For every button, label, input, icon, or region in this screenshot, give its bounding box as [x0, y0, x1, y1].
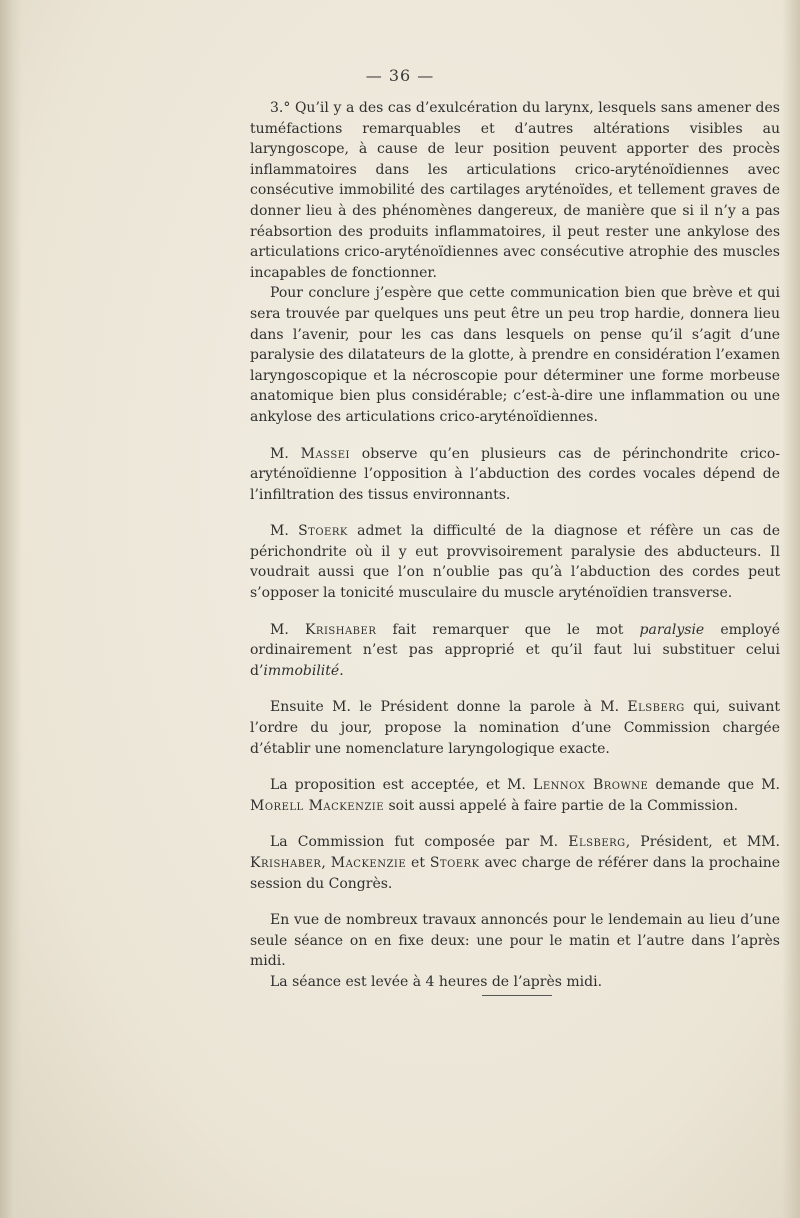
- paragraph-president: Ensuite M. le Président donne la parole à M. Elsberg qui, suivant l’ordre du jour, propose la nomination d’une Commission chargée d’établir une nomenclature laryngologique exacte.: [250, 699, 780, 757]
- paragraph-stoerk: M. Stoerk admet la difficulté de la diagnose et réfère un cas de périchondrite où il y eut provvisoirement paralysie des abducteurs. Il voudrait aussi que l’on n’oublie pas qu’à l’abduction des cordes peut s’opposer la tonicité musculaire du muscle aryténoïdien transverse.: [250, 523, 780, 602]
- speaker-name: Krishaber: [304, 621, 377, 638]
- paragraph-conclusion: Pour conclure j’espère que cette communication bien que brève et qui sera trouvée par quelques uns peut être un peu trop hardie, donnera lieu dans l’avenir, pour les cas dans lesquels on pense qu’il s’agit d’une paralysie des dilatateurs de la glotte, à prendre en considération l’examen laryngoscopique et la nécroscopie pour déterminer une forme morbeuse anatomique bien plus considérable; c’est-à-dire une inflammation ou une ankylose des articulations crico-aryténoïdiennes.: [250, 285, 780, 425]
- speaker-name: Massei: [300, 445, 350, 462]
- speaker-name: Morell Mackenzie: [250, 797, 385, 814]
- speaker-name: Stoerk: [298, 523, 348, 540]
- speaker-name: Krishaber: [250, 855, 322, 871]
- italic-term: paralysie: [639, 621, 705, 638]
- speaker-name: Stoerk: [429, 855, 480, 871]
- paragraph-sessions: En vue de nombreux travaux annoncés pour le lendemain au lieu d’une seule séance on en fixe deux: une pour le matin et l’autre dans l’après midi.: [250, 912, 780, 970]
- page-number: — 36 —: [365, 66, 435, 85]
- end-rule: [482, 995, 552, 996]
- paragraph-commission: La Commission fut composée par M. Elsberg, Président, et MM. Krishaber, Mackenzie et Stoerk avec charge de référer dans la prochaine session du Congrès.: [250, 834, 781, 892]
- paragraph-point-3: 3.° Qu’il y a des cas d’exulcération du larynx, lesquels sans amener des tuméfactions remarquables et d’autres altérations visibles au laryngoscope, à cause de leur position peuvent apporter des procès inflammatoires dans les articulations crico-aryténoïdiennes avec consécutive immobilité des cartilages aryténoïdes, et tellement graves de donner lieu à des phénomènes dangereux, de manière que si il n’y a pas réabsortion des produits inflammatoires, il peut rester une ankylose des articulations crico-aryténoïdiennes avec consécutive atrophie des muscles incapables de fonctionner.: [250, 100, 780, 281]
- speaker-name: Lennox Browne: [533, 777, 649, 794]
- paragraph-proposition: La proposition est acceptée, et M. Lennox Browne demande que M. Morell Mackenzie soit aussi appelé à faire partie de la Commission.: [250, 777, 780, 814]
- speaker-name: Mackenzie: [330, 855, 407, 871]
- paragraph-massei: M. Massei observe qu’en plusieurs cas de périnchondrite crico-aryténoïdienne l’opposition à l’abduction des cordes vocales dépend de l’infiltration des tissus environnants.: [250, 445, 780, 503]
- page-edge-left: [0, 0, 22, 1218]
- body-text: [250, 98, 780, 993]
- page-edge-right: [782, 0, 800, 1218]
- speaker-name: Elsberg: [627, 699, 685, 716]
- paragraph-closing: La séance est levée à 4 heures de l’après midi.: [270, 973, 603, 990]
- paragraph-krishaber: M. Krishaber fait remarquer que le mot paralysie employé ordinairement n’est pas approprié et qu’il faut lui substituer celui d’immobilité.: [250, 621, 780, 679]
- italic-term: immobilité: [263, 662, 340, 679]
- speaker-name: Elsberg: [568, 834, 626, 851]
